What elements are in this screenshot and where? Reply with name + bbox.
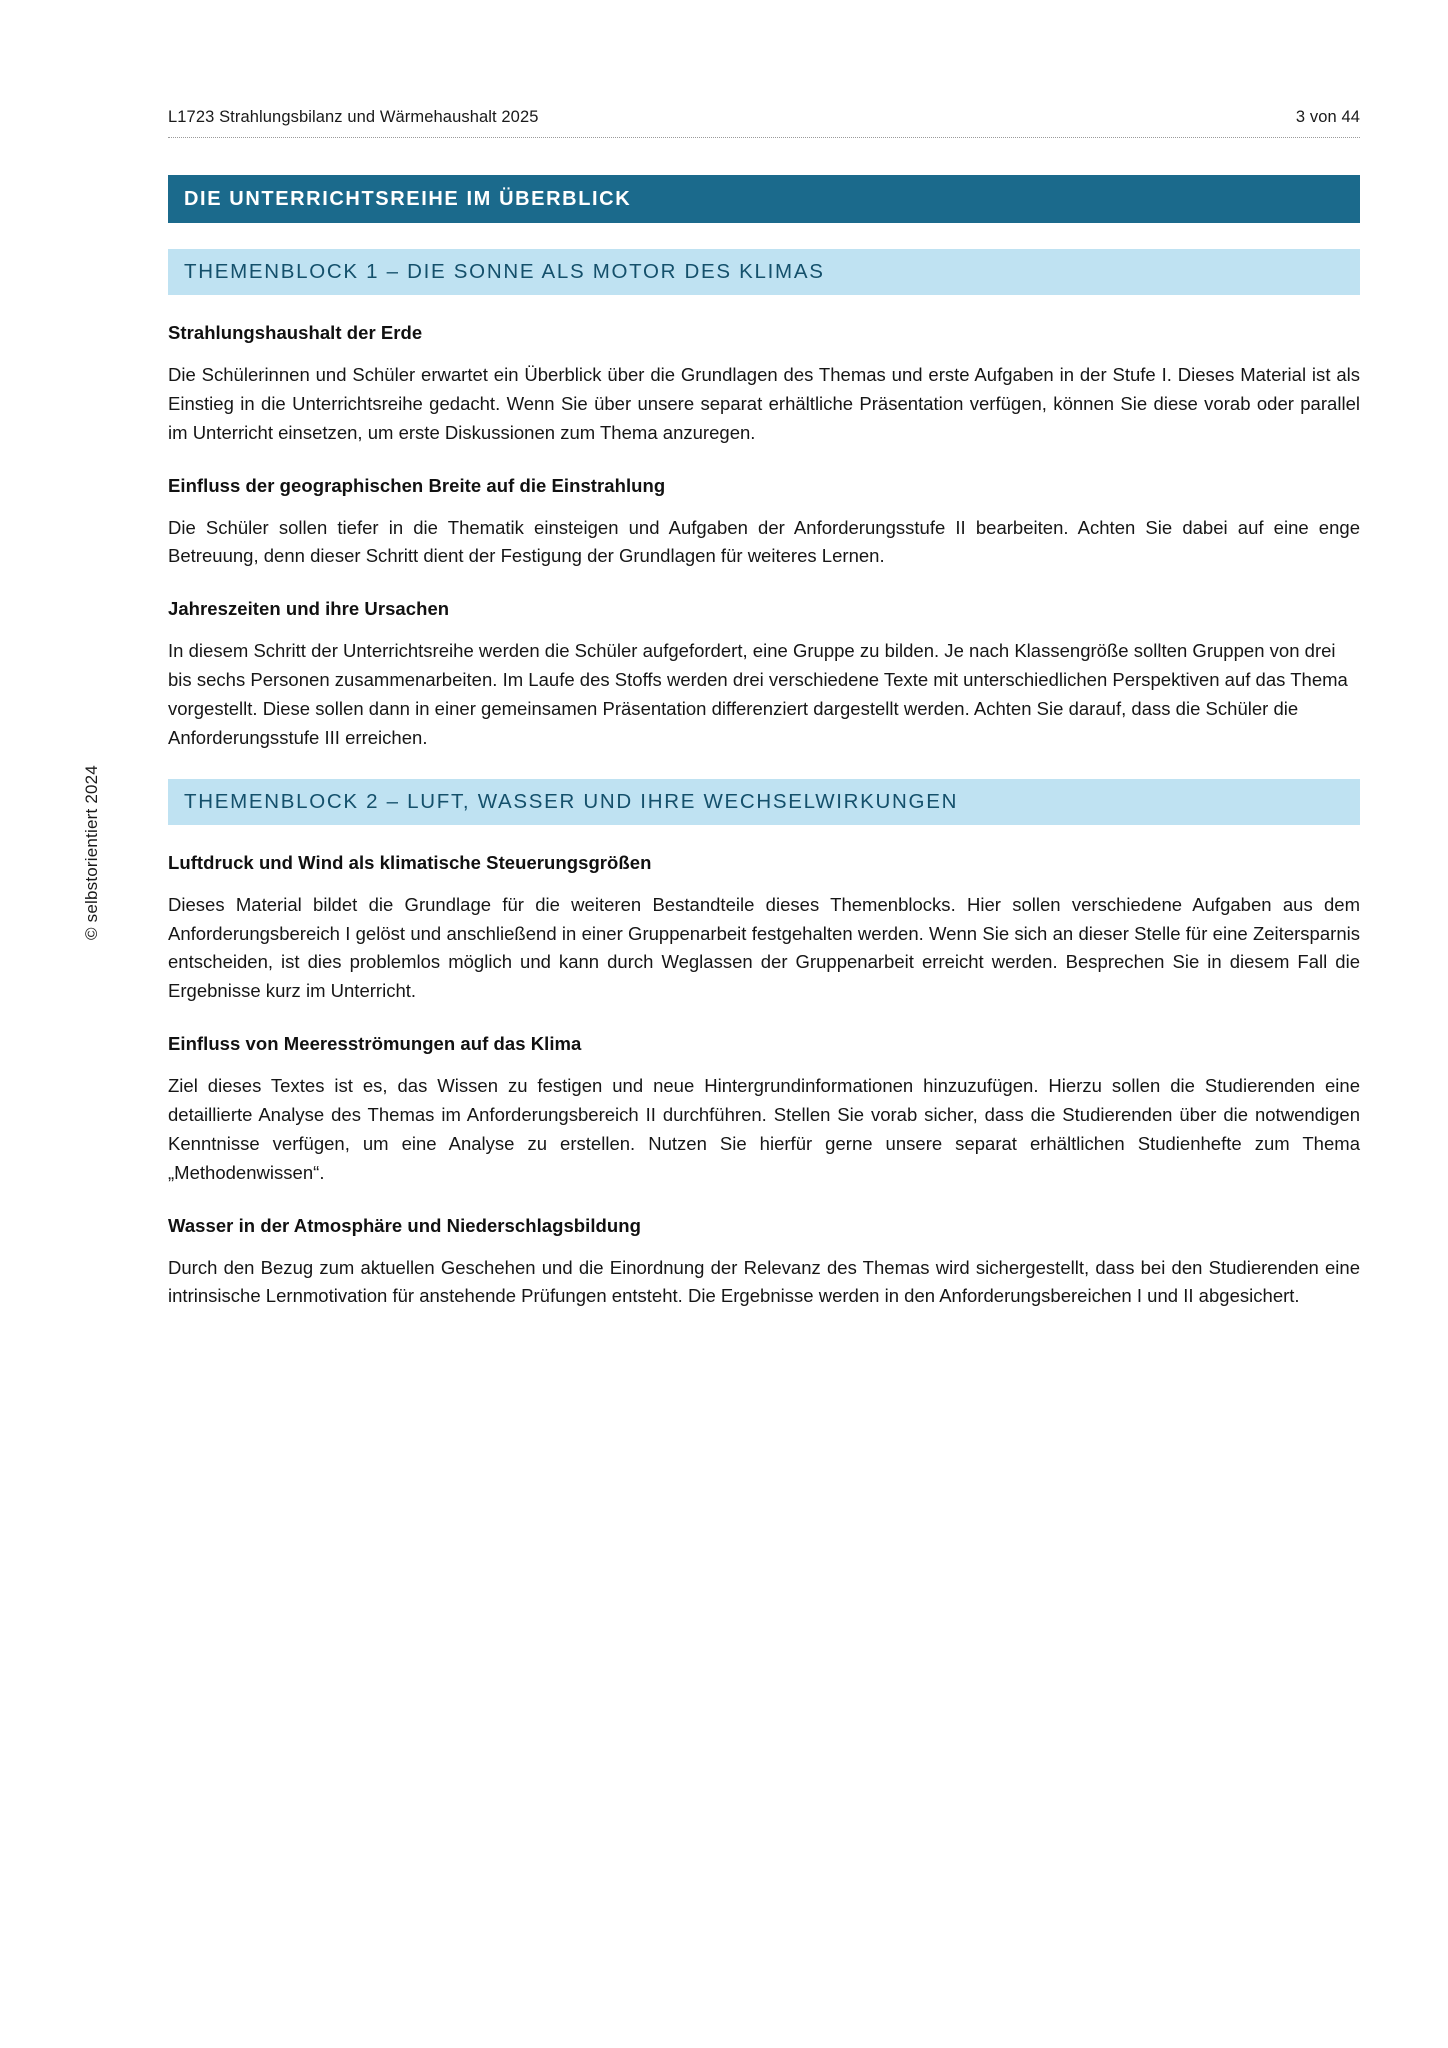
topic-heading: Jahreszeiten und ihre Ursachen bbox=[168, 598, 450, 620]
topic-block bbox=[168, 598, 1360, 752]
topic-paragraph: Dieses Material bildet die Grundlage für die weiteren Bestandteile dieses Themenblocks. Hier sollen verschiedene Aufgaben aus dem Anforderungsbereich I gelöst und anschließend in einer Gruppenarbeit festgehalten werden. Wenn Sie sich an dieser Stelle für eine Zeitersparnis entscheiden, ist dies problemlos möglich und kann durch Weglassen der Gruppenarbeit erreicht werden. Besprechen Sie in diesem Fall die Ergebnisse kurz im Unterricht. bbox=[168, 893, 1360, 1002]
header-divider bbox=[168, 137, 1360, 138]
topic-heading: Strahlungshaushalt der Erde bbox=[168, 322, 423, 343]
topic-heading: Wasser in der Atmosphäre und Niederschlagsbildung bbox=[168, 1214, 641, 1236]
topic-block bbox=[168, 852, 1360, 1006]
themenblock-2-band: THEMENBLOCK 2 – LUFT, WASSER UND IHRE WECHSELWIRKUNGEN bbox=[168, 779, 1360, 825]
section-title-band: DIE UNTERRICHTSREIHE IM ÜBERBLICK bbox=[168, 175, 1360, 223]
topic-block bbox=[168, 475, 1360, 572]
topic-paragraph: Die Schüler sollen tiefer in die Thematik einsteigen und Aufgaben der Anforderungsstufe II bearbeiten. Achten Sie dabei auf eine enge Betreuung, denn dieser Schritt dient der Festigung der Grundlagen für weiteres Lernen. bbox=[168, 516, 1360, 567]
themenblock-1-band: THEMENBLOCK 1 – DIE SONNE ALS MOTOR DES KLIMAS bbox=[168, 249, 1360, 295]
topic-block bbox=[168, 1215, 1360, 1312]
page-header bbox=[168, 108, 1360, 127]
main-content bbox=[168, 175, 1360, 1311]
header-page-number: 3 von 44 bbox=[1295, 108, 1360, 126]
topic-paragraph: Durch den Bezug zum aktuellen Geschehen und die Einordnung der Relevanz des Themas wird sichergestellt, dass bei den Studierenden eine intrinsische Lernmotivation für anstehende Prüfungen entsteht. Die Ergebnisse werden in den Anforderungsbereichen I und II abgesichert. bbox=[168, 1256, 1360, 1307]
copyright-notice: © selbstorientiert 2024 bbox=[82, 765, 101, 940]
topic-heading: Luftdruck und Wind als klimatische Steuerungsgrößen bbox=[168, 851, 652, 873]
topic-paragraph: In diesem Schritt der Unterrichtsreihe werden die Schüler aufgefordert, eine Gruppe zu bilden. Je nach Klassengröße sollten Gruppen von drei bis sechs Personen zusammenarbeiten. Im Laufe des Stoffs werden drei verschiedene Texte mit unterschiedlichen Perspektiven auf das Thema vorgestellt. Diese sollen dann in einer gemeinsamen Präsentation differenziert dargestellt werden. Achten Sie darauf, dass die Schüler die Anforderungsstufe III erreichen. bbox=[168, 640, 1348, 748]
topic-paragraph: Die Schülerinnen und Schüler erwartet ein Überblick über die Grundlagen des Themas und erste Aufgaben in der Stufe I. Dieses Material ist als Einstieg in die Unterrichtsreihe gedacht. Wenn Sie über unsere separat erhältliche Präsentation verfügen, können Sie diese vorab oder parallel im Unterricht einsetzen, um erste Diskussionen zum Thema anzuregen. bbox=[168, 364, 1360, 443]
topic-paragraph: Ziel dieses Textes ist es, das Wissen zu festigen und neue Hintergrundinformationen hinzuzufügen. Hierzu sollen die Studierenden eine detaillierte Analyse des Themas im Anforderungsbereich II durchführen. Stellen Sie vorab sicher, dass die Studierenden über die notwendigen Kenntnisse verfügen, um eine Analyse zu erstellen. Nutzen Sie hierfür gerne unsere separat erhältlichen Studienhefte zum Thema „Methodenwissen“. bbox=[168, 1075, 1360, 1183]
topic-block bbox=[168, 322, 1360, 448]
topic-block bbox=[168, 1033, 1360, 1187]
topic-heading: Einfluss der geographischen Breite auf die Einstrahlung bbox=[168, 474, 666, 496]
header-document-title: L1723 Strahlungsbilanz und Wärmehaushalt 2025 bbox=[168, 108, 539, 126]
topic-heading: Einfluss von Meeresströmungen auf das Klima bbox=[168, 1033, 582, 1055]
